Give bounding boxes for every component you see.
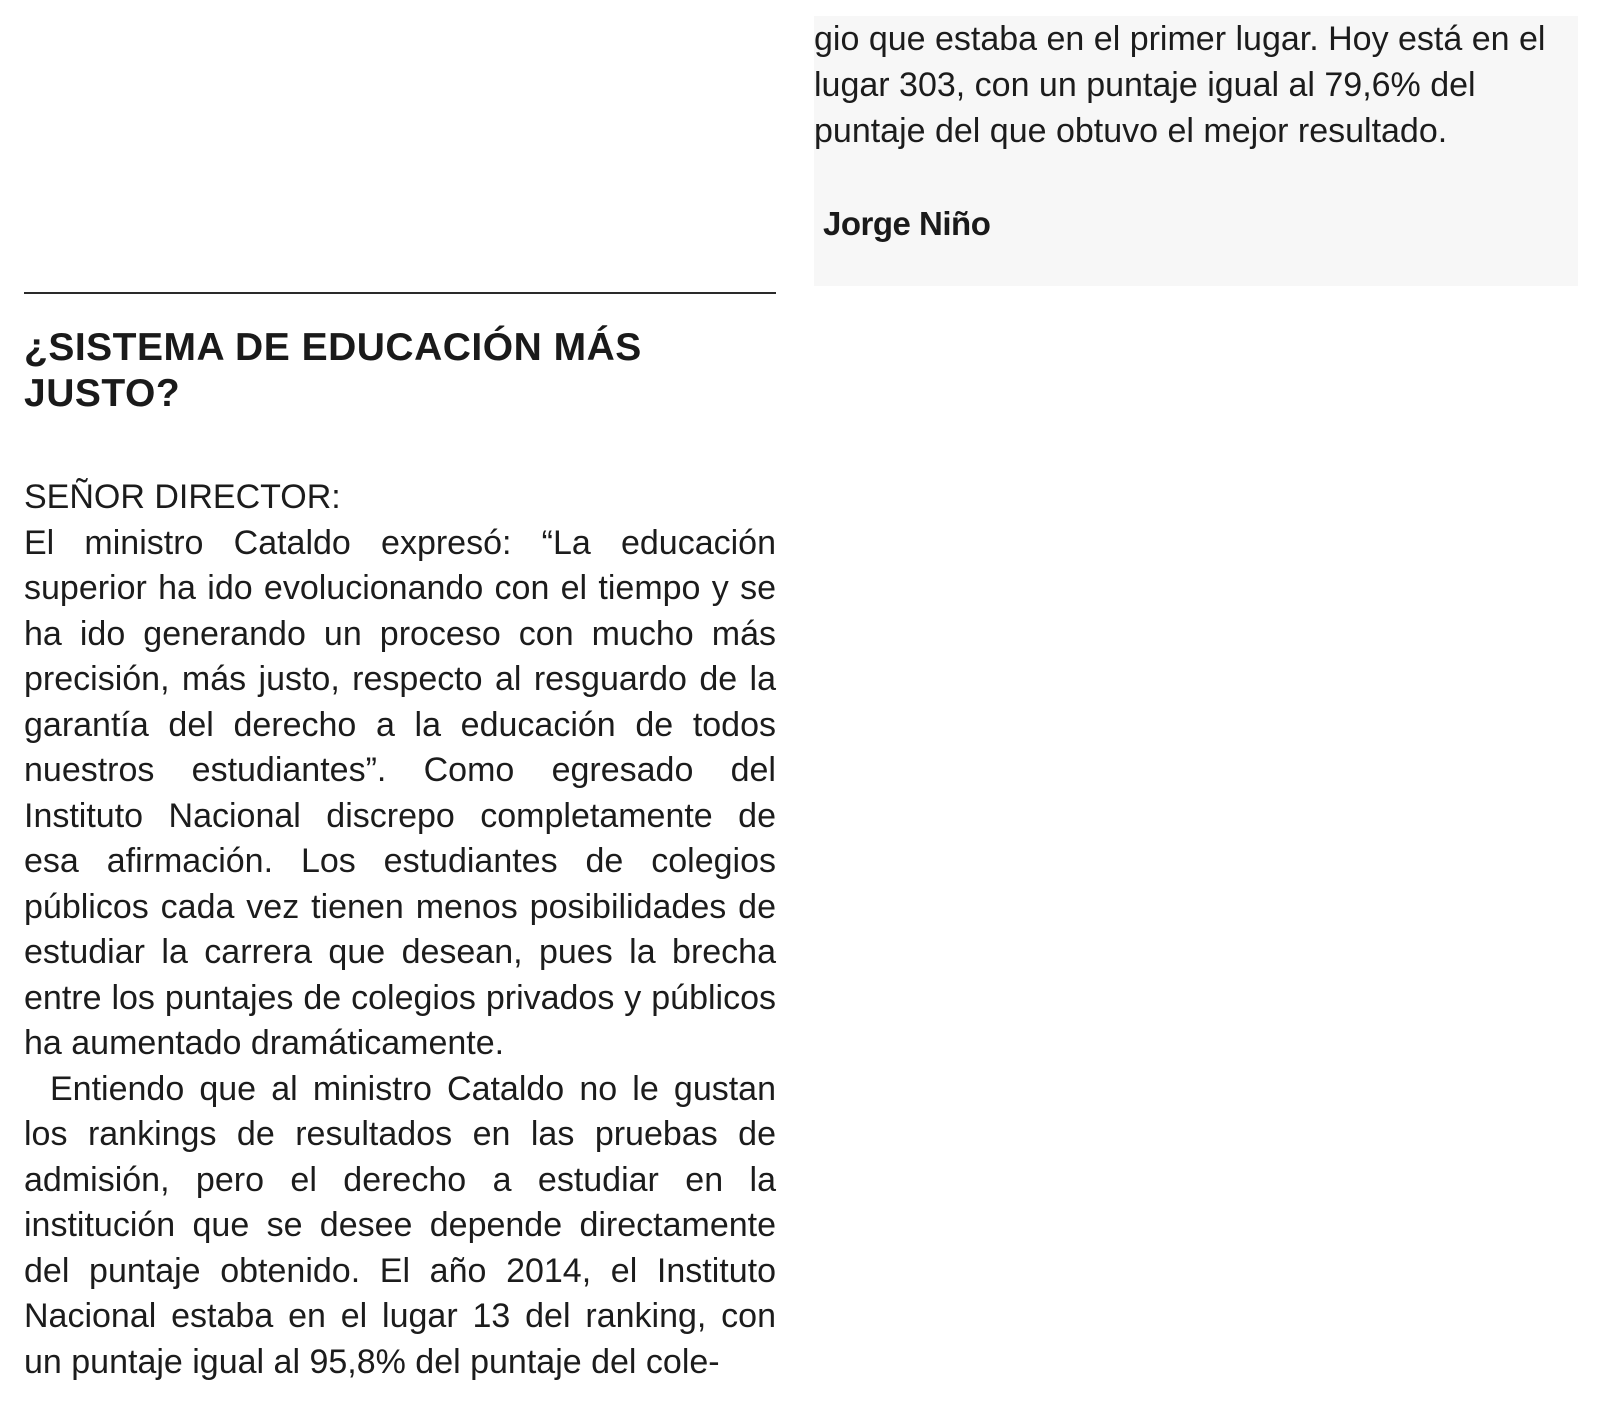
- continuation-text: gio que estaba en el primer lugar. Hoy está en el lugar 303, con un puntaje igual al 79,6% del puntaje del que obtuvo el mejor resultado.: [814, 20, 1546, 150]
- section-divider: [24, 292, 776, 294]
- letter-signature: Jorge Niño: [823, 205, 991, 242]
- letter-paragraph-1: El ministro Cataldo expresó: “La educación superior ha ido evolucionando con el tiempo y se ha ido generando un proceso con mucho más precisión, más justo, respecto al resguardo de la garantía del derecho a la educación de todos nuestros estudiantes”. Como egresado del Instituto Nacional discrepo completamente de esa afirmación. Los estudiantes de colegios públicos cada vez tienen menos posibilidades de estudiar la carrera que desean, pues la brecha entre los puntajes de colegios privados y públicos ha aumentado dramáticamente.: [24, 523, 776, 1062]
- letter-body: [24, 475, 776, 1385]
- letter-paragraph-2: Entiendo que al ministro Cataldo no le gustan los rankings de resultados en las pruebas de admisión, pero el derecho a estudiar en la institución que se desee depende directamente del puntaje obtenido. El año 2014, el Instituto Nacional estaba en el lugar 13 del ranking, con un puntaje igual al 95,8% del puntaje del cole-: [24, 1069, 776, 1381]
- letter-salutation: SEÑOR DIRECTOR:: [24, 478, 341, 516]
- previous-letter-continuation: [814, 16, 1578, 286]
- letter-headline: ¿SISTEMA DE EDUCACIÓN MÁS JUSTO?: [24, 326, 642, 415]
